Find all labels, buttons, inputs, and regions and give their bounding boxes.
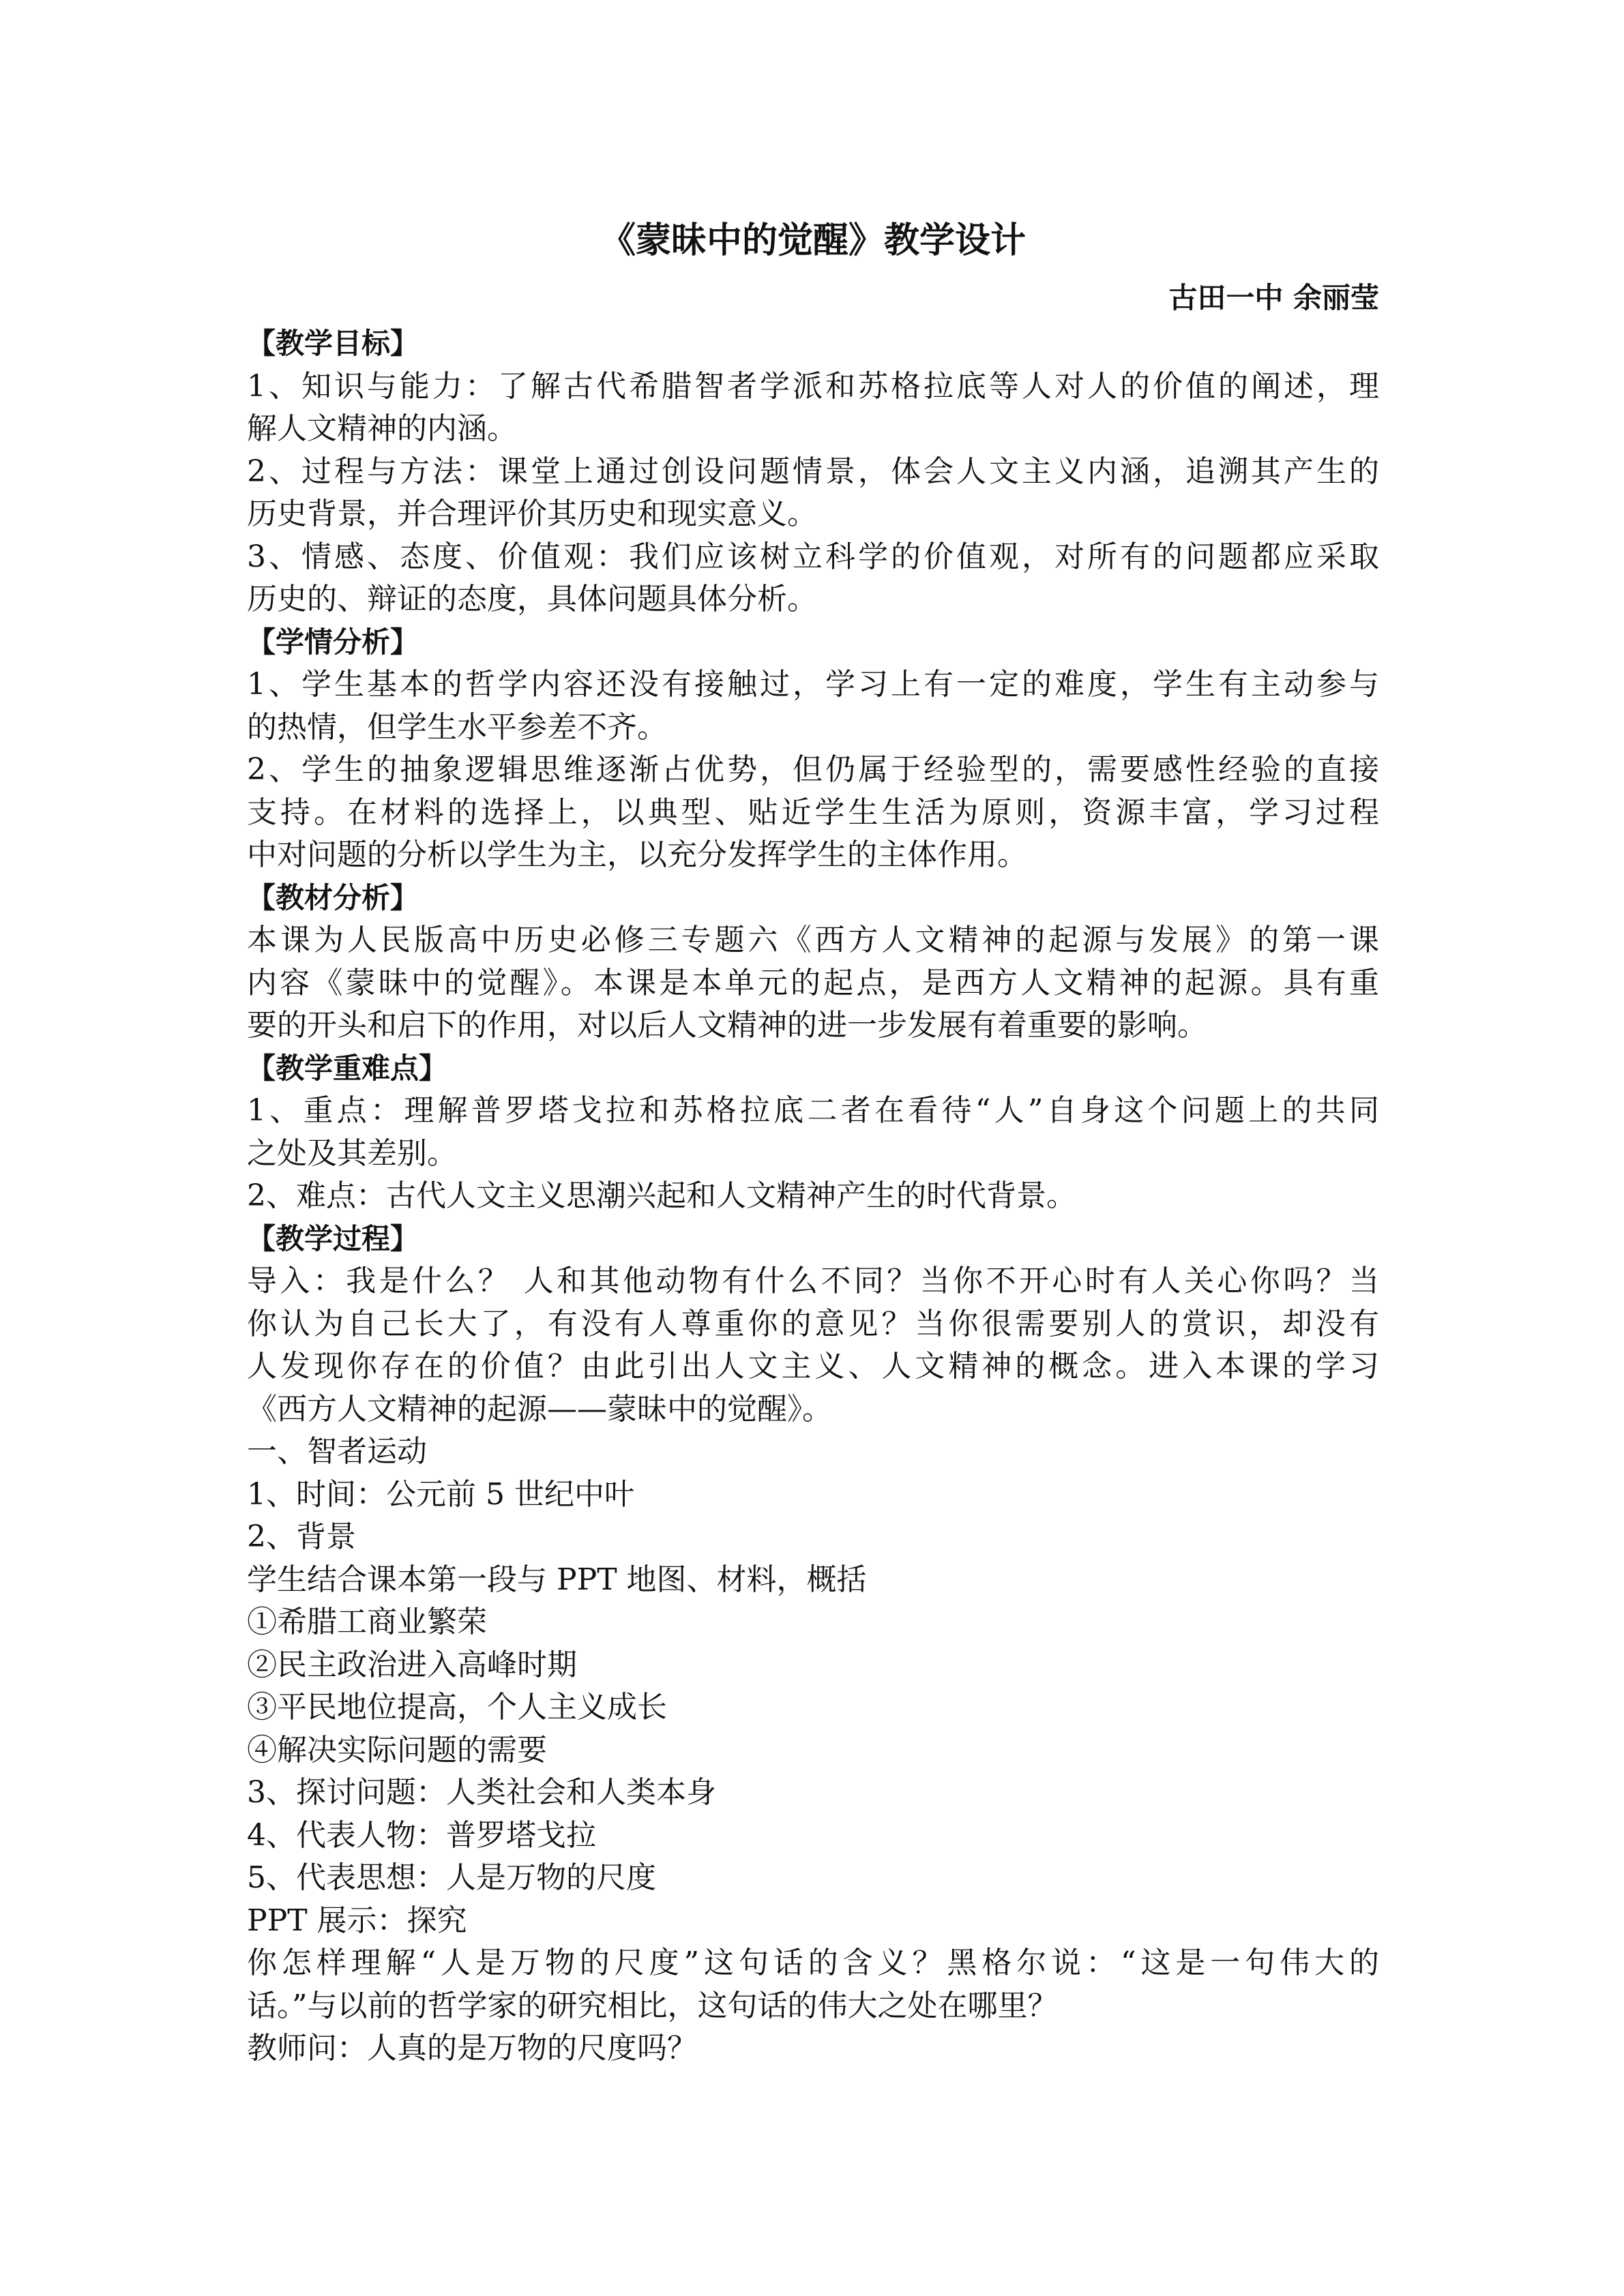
text-line: 1、时间：公元前 5 世纪中叶 bbox=[247, 1476, 634, 1512]
text-line: PPT 展示：探究 bbox=[247, 1903, 467, 1938]
section-heading: 【学情分析】 bbox=[247, 625, 419, 659]
document-title: 《蒙昧中的觉醒》教学设计 bbox=[600, 220, 1026, 261]
text-line: 中对问题的分析以学生为主，以充分发挥学生的主体作用。 bbox=[247, 837, 1027, 872]
author-line: 古田一中 余丽莹 bbox=[1168, 281, 1379, 314]
text-line: 要的开头和启下的作用，对以后人文精神的进一步发展有着重要的影响。 bbox=[247, 1008, 1207, 1043]
text-line: 一、智者运动 bbox=[247, 1434, 427, 1469]
text-line: 3、情感、态度、价值观：我们应该树立科学的价值观，对所有的问题都应采取 bbox=[247, 539, 1379, 574]
text-line: ④解决实际问题的需要 bbox=[247, 1732, 547, 1768]
text-line: 1、学生基本的哲学内容还没有接触过，学习上有一定的难度，学生有主动参与 bbox=[247, 667, 1379, 702]
text-line: 人发现你存在的价值？由此引出人文主义、人文精神的概念。进入本课的学习 bbox=[247, 1349, 1379, 1384]
text-line: 你认为自己长大了，有没有人尊重你的意见？当你很需要别人的赏识，却没有 bbox=[247, 1306, 1379, 1341]
section-heading: 【教材分析】 bbox=[247, 880, 419, 914]
text-line: 内容《蒙昧中的觉醒》。本课是本单元的起点，是西方人文精神的起源。具有重 bbox=[247, 965, 1379, 1000]
text-line: 1、重点：理解普罗塔戈拉和苏格拉底二者在看待“人”自身这个问题上的共同 bbox=[247, 1093, 1379, 1128]
text-line: 历史背景，并合理评价其历史和现实意义。 bbox=[247, 496, 817, 531]
text-line: 2、学生的抽象逻辑思维逐渐占优势，但仍属于经验型的，需要感性经验的直接 bbox=[247, 752, 1379, 787]
text-line: 的热情，但学生水平参差不齐。 bbox=[247, 709, 667, 745]
document-body bbox=[247, 323, 1379, 2070]
text-line: ①希腊工商业繁荣 bbox=[247, 1605, 487, 1639]
text-line: 5、代表思想：人是万物的尺度 bbox=[247, 1860, 656, 1895]
text-line: 本课为人民版高中历史必修三专题六《西方人文精神的起源与发展》的第一课 bbox=[247, 923, 1379, 957]
text-line: 4、代表人物：普罗塔戈拉 bbox=[247, 1817, 596, 1853]
text-line: 历史的、辩证的态度，具体问题具体分析。 bbox=[247, 582, 817, 616]
text-line: 学生结合课本第一段与 PPT 地图、材料，概括 bbox=[247, 1562, 867, 1597]
text-line: 教师问：人真的是万物的尺度吗？ bbox=[247, 2031, 697, 2066]
text-line: 《西方人文精神的起源——蒙昧中的觉醒》。 bbox=[247, 1391, 832, 1427]
document-page bbox=[247, 208, 1379, 2070]
text-line: 你怎样理解“人是万物的尺度”这句话的含义？黑格尔说：“这是一句伟大的 bbox=[247, 1945, 1379, 1980]
text-line: 解人文精神的内涵。 bbox=[247, 411, 517, 446]
text-line: 话。”与以前的哲学家的研究相比，这句话的伟大之处在哪里？ bbox=[247, 1988, 1058, 2023]
section-heading: 【教学过程】 bbox=[247, 1221, 419, 1255]
text-line: 支持。在材料的选择上，以典型、贴近学生生活为原则，资源丰富，学习过程 bbox=[247, 794, 1379, 830]
section-heading: 【教学重难点】 bbox=[247, 1051, 448, 1085]
text-line: 之处及其差别。 bbox=[247, 1135, 457, 1171]
text-line: 3、探讨问题：人类社会和人类本身 bbox=[247, 1775, 716, 1810]
text-line: 2、难点：古代人文主义思潮兴起和人文精神产生的时代背景。 bbox=[247, 1178, 1076, 1213]
text-line: 2、背景 bbox=[247, 1519, 356, 1554]
text-line: 2、过程与方法：课堂上通过创设问题情景，体会人文主义内涵，追溯其产生的 bbox=[247, 453, 1379, 489]
section-heading: 【教学目标】 bbox=[247, 327, 419, 360]
text-line: ②民主政治进入高峰时期 bbox=[247, 1647, 577, 1682]
text-line: 1、知识与能力：了解古代希腊智者学派和苏格拉底等人对人的价值的阐述，理 bbox=[247, 368, 1379, 404]
text-line: 导入：我是什么？ 人和其他动物有什么不同？当你不开心时有人关心你吗？当 bbox=[247, 1264, 1379, 1298]
text-line: ③平民地位提高，个人主义成长 bbox=[247, 1690, 667, 1725]
